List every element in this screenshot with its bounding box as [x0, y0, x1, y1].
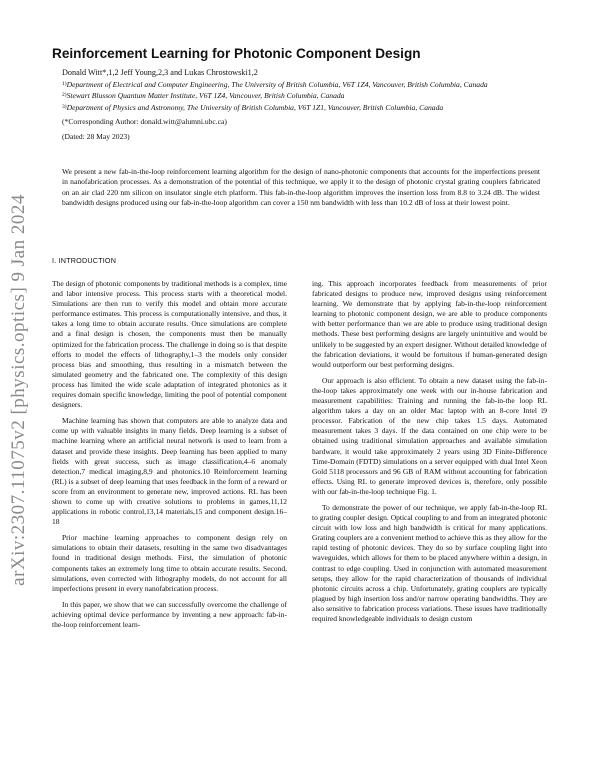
paragraph: Machine learning has shown that computers are able to analyze data and come up with valuable insights in many fields. Deep learning is a subset of machine learning where an artificial neural network is used to learn from a dataset and provide these insights. Deep learning has been applied to many fields with great success, such as image classification,4–6 anomaly detection,7 medical imaging,8,9 and photonics.10 Reinforcement learning (RL) is a subset of deep learning that uses feedback in the form of a reward or score from an environment to generate new, improved actions. RL has been shown to come up with creative solutions to problems in games,11,12 applications in robotic control,13,14 materials,15 and component design.16–18	[52, 416, 287, 527]
left-column	[52, 279, 287, 636]
paragraph: To demonstrate the power of our technique, we apply fab-in-the-loop RL to grating coupler design. Optical coupling to and from an integrated photonic circuit with low loss and high bandwidth is critical for many applications. Grating couplers are a convenient method to achieve this as they allow for the rapid testing of photonic devices. They do so by surface coupling light into waveguides, which allows for them to be placed anywhere within a design, in contrast to edge coupling. Used in conjunction with automated measurement setups, they allow for the rapid characterization of thousands of individual photonic circuits across a chip. Unfortunately, grating couplers are typically plagued by high insertion loss and/or narrow operating bandwidths. They are also sensitive to fabrication process variations. These issues have traditionally required knowledgeable individuals to design custom	[312, 502, 547, 623]
section-heading-introduction: I. INTRODUCTION	[52, 256, 117, 265]
date-line: (Dated: 28 May 2023)	[62, 131, 130, 141]
paragraph: Prior machine learning approaches to component design rely on simulations to obtain their datasets, resulting in the same two disadvantages found in traditional design methods. First, the simulation of photonic components takes an extremely long time to obtain accurate results. Second, simulations, even corrected with lithography models, do not account for all imperfections present in every nanofabrication process.	[52, 533, 287, 593]
affiliation-3	[62, 102, 552, 114]
affiliation-2	[62, 90, 552, 102]
paper-title: Reinforcement Learning for Photonic Component Design	[52, 46, 421, 61]
affiliation-number: 3)	[62, 103, 67, 110]
paragraph: ing. This approach incorporates feedback from measurements of prior fabricated designs to produce new, improved designs using reinforcement learning. We demonstrate that by applying fab-in-the-loop reinforcement learning to photonic component design, we are able to produce components with better performance than we are able to produce using traditional design methods. These best performing designs are largely unintuitive and would be unlikely to be suggested by an expert designer. Without detailed knowledge of the fabrication deviations, it would be fortuitous if human-generated design would outperform our best performing designs.	[312, 279, 547, 369]
affiliation-1	[62, 79, 552, 91]
affiliation-text: Department of Electrical and Computer Engineering, The University of British Columbia, V6T 1Z4, Vancouver, British Columbia, Canada	[66, 79, 488, 89]
affiliation-text: Department of Physics and Astronomy, The University of British Columbia, V6T 1Z1, Vancouver, British Columbia, Canada	[66, 102, 444, 112]
authors: Donald Witt*,1,2 Jeff Young,2,3 and Lukas Chrostowski1,2	[62, 68, 258, 77]
affiliation-text: Stewart Blusson Quantum Matter Institute, V6T 1Z4, Vancouver, British Columbia, Canada	[66, 91, 345, 101]
paper-header	[62, 68, 552, 143]
right-column	[312, 279, 547, 630]
corresponding-author: (*Corresponding Author: donald.witt@alumni.ubc.ca)	[62, 117, 227, 127]
paragraph: The design of photonic components by traditional methods is a complex, time and labor intensive process. This process starts with a theoretical model. Simulations are then run to verify this model and obtain more accurate performance estimates. This process is computationally intensive, and thus, it takes a long time to obtain accurate results. Once simulations are complete and a final design is chosen, the components must then be manually optimized for the fabrication process. The challenge in doing so is that despite efforts to model the effects of lithography,1–3 the models only consider process bias and smoothing, thus resulting in a mismatch between the simulated geometry and the fabricated one. The complexity of this design process has limited the wide scale adaptation of integrated photonics as it requires domain specific knowledge, limiting the pool of potential component designers.	[52, 279, 287, 410]
paragraph: In this paper, we show that we can successfully overcome the challenge of achieving optimal device performance by inventing a new approach: fab-in-the-loop reinforcement learn-	[52, 599, 287, 629]
abstract: We present a new fab-in-the-loop reinforcement learning algorithm for the design of nano-photonic components that accounts for the imperfections present in nanofabrication processes. As a demonstration of the potential of this technique, we apply it to the design of photonic crystal grating couplers fabricated on an air clad 220 nm silicon on insulator single etch platform. This fab-in-the-loop algorithm improves the insertion loss from 8.8 to 3.24 dB. The widest bandwidth designs produced using our fab-in-the-loop algorithm can cover a 150 nm bandwidth with less than 10.2 dB of loss at their lowest point.	[62, 167, 540, 208]
affiliation-number: 2)	[62, 92, 67, 99]
arxiv-id: arXiv:2307.11075v2 [physics.optics] 9 Jan 2024	[8, 194, 30, 586]
affiliation-number: 1)	[62, 80, 67, 87]
arxiv-stamp	[4, 194, 34, 586]
paragraph: Our approach is also efficient. To obtain a new dataset using the fab-in-the-loop takes approximately one week with our in-house fabrication and measurement capabilities: Training and running the fab-in-the loop RL algorithm takes a day on an older Mac laptop with an 8-core Intel i9 processor. Fabrication of the new chip takes 1.5 days. Automated measurement takes 3 days. If the data contained on one chip were to be obtained using traditional simulation approaches and available simulation hardware, it would take approximately 2 years using 3D Finite-Difference Time-Domain (FDTD) simulations on a server equipped with dual Intel Xeon Gold 5118 processors and 96 GB of RAM without accounting for fabrication effects. Using RL to generate improved devices is, therefore, only possible with our fab-in-the-loop technique Fig. 1.	[312, 375, 547, 496]
